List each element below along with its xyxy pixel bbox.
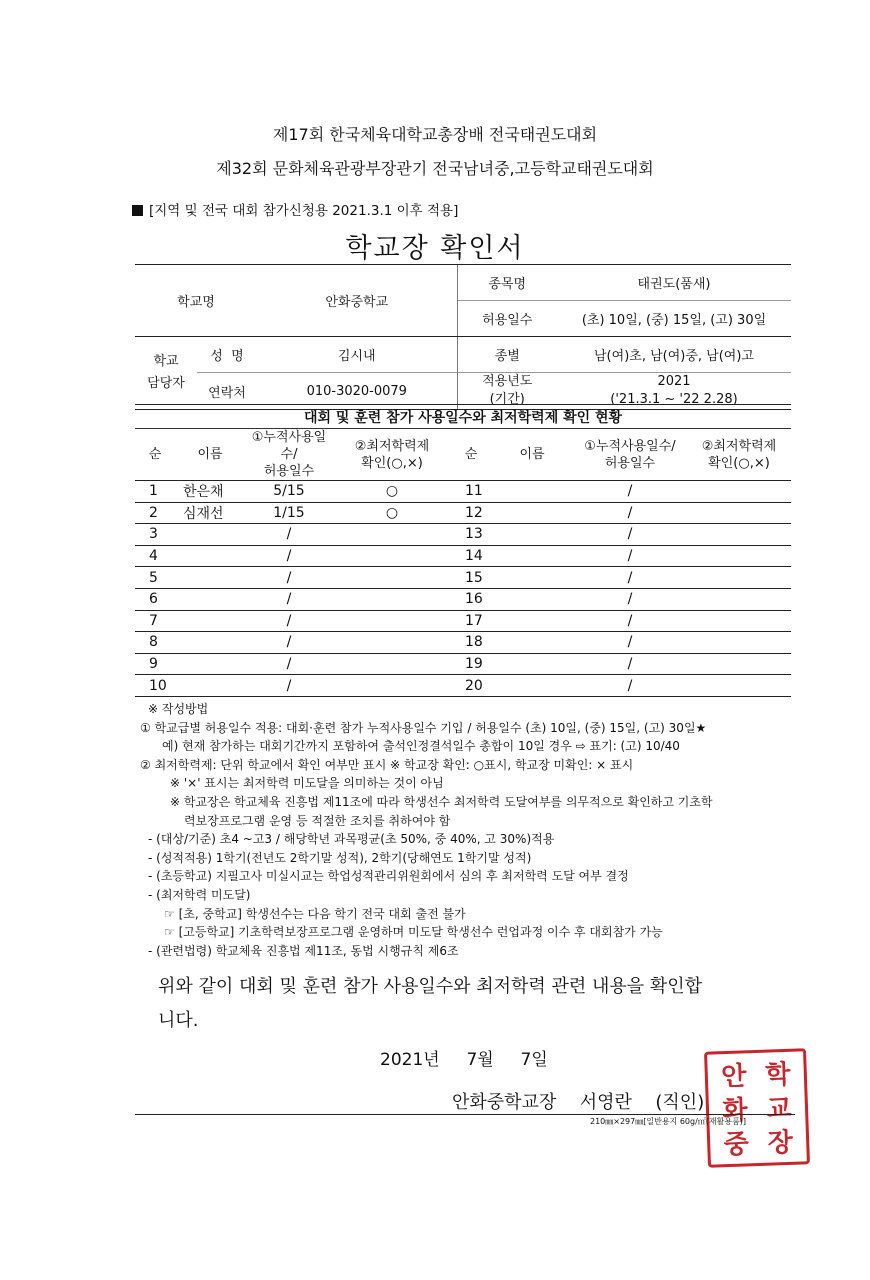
min-academic-check (333, 675, 451, 697)
school-value: 안화중학교 (257, 265, 457, 337)
student-name (175, 545, 245, 567)
note-line: - (대상/기준) 초4 ~고3 / 해당학년 과목평균(초 50%, 중 40%, 고 30%)적용 (148, 832, 555, 847)
confirmation-statement (158, 970, 798, 1038)
min-academic-check (687, 675, 791, 697)
scope-note (132, 199, 458, 219)
row-number: 15 (451, 567, 491, 589)
min-academic-check (687, 502, 791, 524)
note-line: ① 학교급별 허용일수 적용: 대회·훈련 참가 누적사용일수 기입 / 허용일수 (초) 10일, (중) 15일, (고) 30일★ (140, 720, 707, 735)
official-seal-stamp (704, 1048, 810, 1167)
used-days: / (573, 653, 687, 675)
note-line: ☞ [고등학교] 기초학력보장프로그램 운영하며 미도달 학생선수 런업과정 이수 후 대회참가 가능 (164, 925, 663, 940)
name-value: 김시내 (337, 349, 376, 364)
name-label: 성 명 (210, 349, 244, 364)
student-name (491, 632, 573, 654)
min-academic-check (687, 610, 791, 632)
student-name (175, 524, 245, 546)
student-name (491, 545, 573, 567)
col-name-left: 이름 (175, 429, 245, 481)
used-days: / (245, 567, 333, 589)
contact-label: 연락처 (197, 373, 257, 410)
used-days: / (573, 675, 687, 697)
event-title-2: 제32회 문화체육관광부장관기 전국남녀중,고등학교태권도대회 (216, 159, 654, 178)
row-number: 17 (451, 610, 491, 632)
student-name (491, 675, 573, 697)
used-days: / (245, 653, 333, 675)
col-check-left-line1: ②최저학력제 (354, 438, 430, 454)
table-row (135, 610, 791, 632)
student-name (175, 588, 245, 610)
note-line: - (관련법령) 학교체육 진흥법 제11조, 동법 시행규칙 제6조 (148, 943, 459, 958)
col-check-right-line1: ②최저학력제 (701, 438, 777, 454)
table-row (135, 567, 791, 589)
year-label-line1: 적용년도 (482, 374, 533, 389)
col-days-right-line2: 허용일수 (604, 455, 656, 471)
row-number: 12 (451, 502, 491, 524)
table-row (135, 588, 791, 610)
student-name (491, 610, 573, 632)
used-days: / (245, 675, 333, 697)
note-line: - (최저학력 미도달) (148, 887, 251, 902)
row-number: 9 (135, 653, 175, 675)
signer (452, 1088, 704, 1114)
min-academic-check (333, 524, 451, 546)
note-line: 력보장프로그램 운영 등 적절한 조치를 취하여야 함 (184, 813, 451, 828)
min-academic-check (333, 588, 451, 610)
confirmation-date: 2021년 7월 7일 (380, 1050, 548, 1070)
min-academic-check (333, 632, 451, 654)
min-academic-check (687, 632, 791, 654)
student-name (491, 524, 573, 546)
min-academic-check (333, 567, 451, 589)
table-row (135, 524, 791, 546)
note-line: ※ 학교장은 학교체육 진흥법 제11조에 따라 학생선수 최저학력 도달여부를 의무적으로 확인하고 기초학 (170, 794, 713, 809)
info-table (135, 264, 791, 410)
min-academic-check (687, 567, 791, 589)
col-days-left-line2: 허용일수 (263, 464, 315, 479)
col-days-right (573, 429, 687, 481)
confirmation-line1: 위와 같이 대회 및 훈련 참가 사용일수와 최저학력 관련 내용을 확인합 (158, 976, 703, 997)
used-days: 1/15 (245, 502, 333, 524)
event-value: 태권도(품새) (557, 265, 791, 301)
table-row (135, 502, 791, 524)
student-name (175, 610, 245, 632)
seal-col-1: 학 교 장 (764, 1059, 794, 1159)
table-row (135, 632, 791, 654)
used-days: / (573, 524, 687, 546)
year-value-line2: ('21.3.1 ~ '22 2.28) (610, 392, 738, 407)
used-days: / (245, 588, 333, 610)
col-check-left-line2: 확인(○,×) (361, 455, 423, 471)
usage-table (135, 428, 791, 697)
min-academic-check: ○ (333, 502, 451, 524)
scope-text: [지역 및 전국 대회 참가신청용 2021.3.1 이후 적용] (149, 203, 459, 219)
note-line: 예) 현재 참가하는 대회기간까지 포함하여 출석인정결석일수 총합이 10일 경우 ⇨ 표기: (고) 10/40 (162, 739, 680, 754)
min-academic-check (687, 481, 791, 503)
confirmation-line2: 니다. (158, 1010, 199, 1031)
note-line: ② 최저학력제: 단위 학교에서 확인 여부만 표시 ※ 학교장 확인: ○표시, 학교장 미확인: × 표시 (140, 757, 634, 772)
student-name: 한은채 (175, 481, 245, 503)
student-name (491, 502, 573, 524)
student-name: 심재선 (175, 502, 245, 524)
used-days: / (573, 567, 687, 589)
year-value-line1: 2021 (657, 374, 691, 389)
used-days: / (573, 481, 687, 503)
school-label: 학교명 (135, 265, 257, 337)
min-academic-check (333, 610, 451, 632)
contact-value: 010-3020-0079 (257, 373, 457, 410)
used-days: / (573, 610, 687, 632)
row-number: 18 (451, 632, 491, 654)
row-number: 4 (135, 545, 175, 567)
used-days: / (245, 632, 333, 654)
used-days: / (573, 632, 687, 654)
min-academic-check (687, 545, 791, 567)
notes-heading: ※ 작성방법 (148, 702, 209, 716)
row-number: 3 (135, 524, 175, 546)
event-label: 종목명 (457, 265, 557, 301)
student-name (491, 588, 573, 610)
table-row (135, 675, 791, 697)
table-row (135, 481, 791, 503)
student-name (175, 675, 245, 697)
student-name (175, 632, 245, 654)
row-number: 13 (451, 524, 491, 546)
col-check-right-line2: 확인(○,×) (708, 455, 770, 471)
min-academic-check (333, 653, 451, 675)
col-name-right: 이름 (491, 429, 573, 481)
col-check-left (333, 429, 451, 481)
col-days-left-line1: ①누적사용일수/ (251, 430, 327, 462)
type-label: 종별 (457, 337, 557, 373)
allow-label: 허용일수 (457, 301, 557, 337)
col-check-right (687, 429, 791, 481)
row-number: 5 (135, 567, 175, 589)
table-row (135, 545, 791, 567)
col-no-left: 순 (135, 429, 175, 481)
row-number: 2 (135, 502, 175, 524)
student-name (491, 653, 573, 675)
row-number: 19 (451, 653, 491, 675)
seal-label: (직인) (655, 1092, 705, 1113)
allow-value: (초) 10일, (중) 15일, (고) 30일 (557, 301, 791, 337)
writing-instructions (140, 700, 820, 960)
min-academic-check (687, 524, 791, 546)
footer-rule (135, 1114, 795, 1115)
row-number: 8 (135, 632, 175, 654)
col-no-right: 순 (451, 429, 491, 481)
row-number: 14 (451, 545, 491, 567)
student-name (491, 567, 573, 589)
student-name (491, 481, 573, 503)
min-academic-check: ○ (333, 481, 451, 503)
col-days-left (245, 429, 333, 481)
used-days: / (245, 545, 333, 567)
note-line: ☞ [초, 중학교] 학생선수는 다음 학기 전국 대회 출전 불가 (164, 906, 466, 921)
used-days: / (573, 502, 687, 524)
student-name (175, 567, 245, 589)
signer-name: 안화중학교장 서영란 (452, 1092, 632, 1113)
row-number: 20 (451, 675, 491, 697)
min-academic-check (333, 545, 451, 567)
note-line: - (성적적용) 1학기(전년도 2학기말 성적), 2학기(당해연도 1학기말 성적) (148, 850, 532, 865)
manager-label-line1: 학교 (153, 354, 179, 369)
square-bullet-icon (132, 205, 143, 216)
used-days: / (573, 588, 687, 610)
min-academic-check (687, 588, 791, 610)
row-number: 6 (135, 588, 175, 610)
manager-label-line2: 담당자 (147, 376, 185, 391)
usage-title: 대회 및 훈련 참가 사용일수와 최저학력제 확인 현황 (135, 404, 791, 431)
row-number: 11 (451, 481, 491, 503)
seal-col-2: 안 화 중 (720, 1061, 750, 1161)
col-days-right-line1: ①누적사용일수/ (584, 438, 676, 454)
table-row (135, 653, 791, 675)
used-days: / (573, 545, 687, 567)
row-number: 16 (451, 588, 491, 610)
manager-label (135, 337, 197, 410)
row-number: 7 (135, 610, 175, 632)
document-title: 학교장 확인서 (345, 233, 525, 264)
year-label-line2: (기간) (489, 392, 525, 407)
used-days: 5/15 (245, 481, 333, 503)
row-number: 1 (135, 481, 175, 503)
used-days: / (245, 524, 333, 546)
note-line: ※ '×' 표시는 최저학력 미도달을 의미하는 것이 아님 (170, 776, 444, 791)
used-days: / (245, 610, 333, 632)
student-name (175, 653, 245, 675)
paper-spec: 210㎜×297㎜[일반용지 60g/㎡(재활용품)] (590, 1117, 747, 1126)
min-academic-check (687, 653, 791, 675)
note-line: - (초등학교) 지필고사 미실시교는 학업성적관리위원회에서 심의 후 최저학력 도달 여부 결정 (148, 869, 629, 884)
event-title-1: 제17회 한국체육대학교총장배 전국태권도대회 (272, 125, 598, 144)
type-value: 남(여)초, 남(여)중, 남(여)고 (594, 349, 754, 364)
row-number: 10 (135, 675, 175, 697)
